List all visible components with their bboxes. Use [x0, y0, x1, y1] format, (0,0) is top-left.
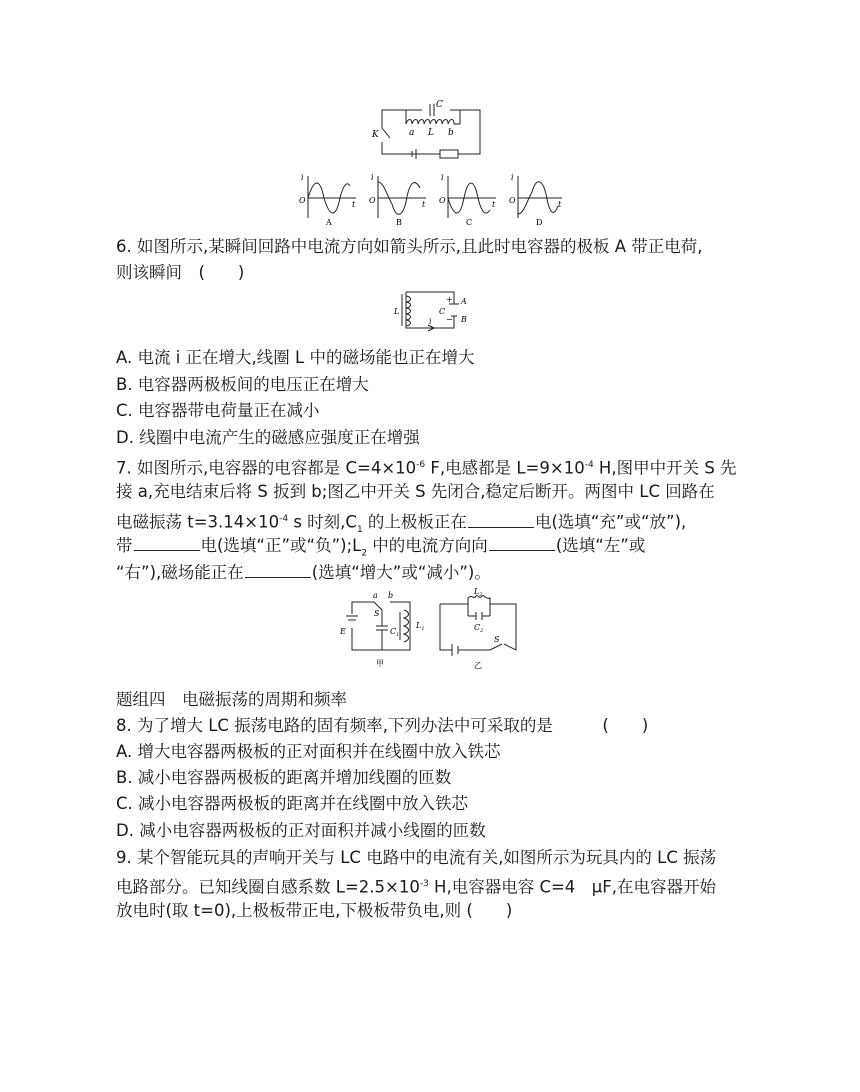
q7-line3: 电磁振荡 $t=3.14\times 10^{-4}$ s 时刻$,C_1$ 的上极板正在 电(选填“充”或“放”), [116, 512, 687, 535]
q6-stem-line1: 6. 如图所示,某瞬间回路中电流方向如箭头所示,且此时电容器的极板 A 带正电荷, [116, 237, 703, 256]
q7-label-a: a [373, 591, 378, 600]
graph-b-label: B [396, 218, 402, 227]
graph-c-t: t [492, 200, 496, 209]
q6-label-plus: + [446, 295, 453, 304]
q7-blank-3[interactable] [489, 536, 555, 551]
q6-option-a: A. 电流 i 正在增大,线圈 L 中的磁场能也正在增大 [116, 348, 475, 367]
graph-d-t: t [558, 200, 562, 209]
q8-option-c: C. 减小电容器两极板的距离并在线圈中放入铁芯 [116, 794, 469, 813]
q6-label-i: i [429, 317, 432, 326]
q9-line3: 放电时(取 t=0),上极板带正电,下极板带负电,则 ( ) [116, 901, 513, 920]
graph-c-O: O [439, 196, 446, 205]
graph-a-label: A [326, 218, 332, 227]
q6-label-C: C [439, 307, 446, 316]
q7-label-S: S [374, 609, 380, 618]
q9-line2: 电路部分。已知线圈自感系数 $L=2.5\times 10^{-3}$ H,电容器电容 C=4 μF,在电容器开始 [116, 877, 717, 897]
q7-label-yi: 乙 [474, 661, 482, 670]
q6-stem-line2: 则该瞬间 ( ) [116, 263, 245, 282]
fig5-label-C: C [436, 100, 443, 110]
q6-label-B: B [461, 315, 467, 324]
graph-a-t: t [352, 200, 356, 209]
q7-label-S2: S [494, 635, 500, 644]
q7-label-C2: $C_2$ [474, 623, 484, 634]
q8-option-a: A. 增大电容器两极板的正对面积并在线圈中放入铁芯 [116, 742, 501, 761]
it-graphs-figure [296, 172, 566, 228]
q6-label-A: A [461, 297, 467, 306]
q8-stem: 8. 为了增大 LC 振荡电路的固有频率,下列办法中可采取的是 ( ) [116, 716, 649, 735]
graph-d-O: O [509, 196, 516, 205]
graph-c-i: i [441, 173, 444, 182]
graph-a-i: i [301, 173, 304, 182]
graph-d-i: i [511, 173, 514, 182]
q6-circuit-figure [392, 286, 472, 334]
q7-line1: 7. 如图所示,电容器的电容都是 $C=4\times 10^{-6}$ F,电感都是 $L=9\times 10^{-4}$ H,图甲中开关 S 先 [116, 458, 737, 478]
q7-line5: “右”),磁场能正在 (选填“增大”或“减小”)。 [116, 563, 491, 582]
q7-line2: 接 a,充电结束后将 S 扳到 b;图乙中开关 S 先闭合,稳定后断开。两图中 LC 回路在 [116, 482, 715, 501]
q7-blank-1[interactable] [468, 513, 534, 528]
q8-option-d: D. 减小电容器两极板的正对面积并减小线圈的匝数 [116, 821, 486, 840]
q7-label-L1: $L_1$ [416, 621, 425, 632]
q7-line4: 带 电(选填“正”或“负$”);L_2$ 中的电流方向向 (选填“左”或 [116, 536, 646, 559]
q6-option-d: D. 线圈中电流产生的磁感应强度正在增强 [116, 428, 420, 447]
lc-circuit-figure [370, 94, 490, 168]
fig5-label-a: a [409, 128, 415, 138]
q7-blank-2[interactable] [134, 536, 200, 551]
q7-label-E: E [340, 627, 346, 636]
fig5-label-L: L [428, 128, 434, 138]
q6-option-b: B. 电容器两极板间的电压正在增大 [116, 375, 369, 394]
q7-circuit-figure [338, 588, 524, 670]
q6-option-c: C. 电容器带电荷量正在减小 [116, 401, 320, 420]
q8-option-b: B. 减小电容器两极板的距离并增加线圈的匝数 [116, 768, 452, 787]
graph-c-label: C [466, 218, 473, 227]
q7-label-b: b [388, 591, 394, 600]
q7-label-jia: 甲 [376, 659, 384, 668]
fig5-label-K: K [372, 130, 379, 140]
graph-d-label: D [536, 218, 543, 227]
section-title: 题组四 电磁振荡的周期和频率 [116, 690, 347, 709]
q6-label-L: L [394, 307, 400, 316]
graph-a-O: O [299, 196, 306, 205]
q7-blank-4[interactable] [245, 563, 311, 578]
graph-b-t: t [422, 200, 426, 209]
q7-label-C1: $C_1$ [390, 627, 400, 638]
q7-label-L2: $L_2$ [474, 588, 483, 598]
q6-label-minus: − [446, 315, 453, 324]
graph-b-O: O [369, 196, 376, 205]
fig5-label-b: b [448, 128, 454, 138]
graph-b-i: i [371, 173, 374, 182]
q9-line1: 9. 某个智能玩具的声响开关与 LC 电路中的电流有关,如图所示为玩具内的 LC 振荡 [116, 848, 717, 867]
